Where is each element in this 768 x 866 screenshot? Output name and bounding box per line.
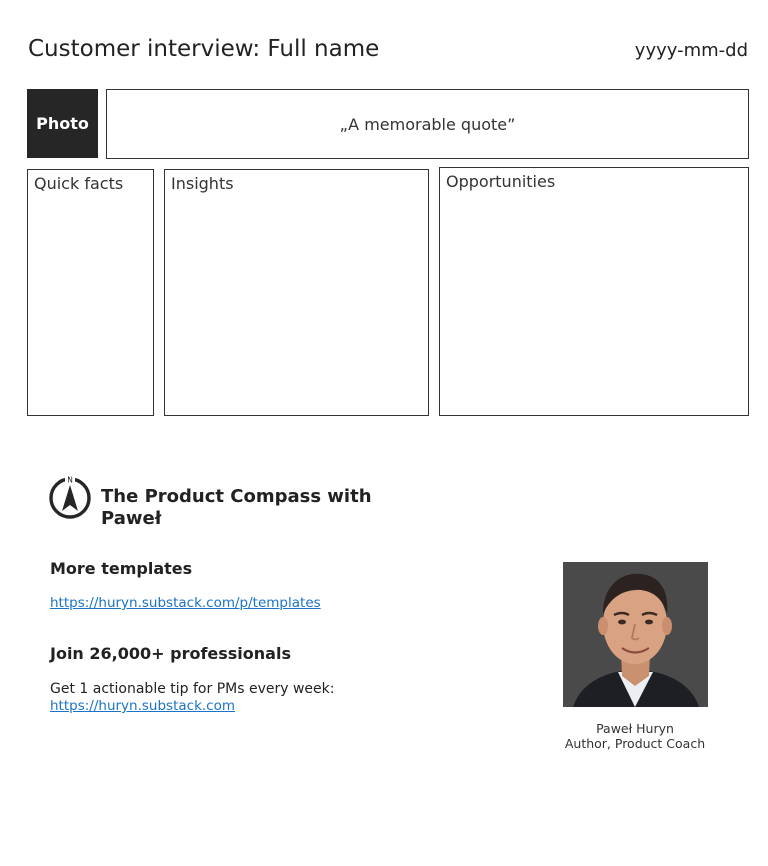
quote-text: „A memorable quote” (339, 114, 516, 134)
substack-link[interactable]: https://huryn.substack.com (50, 698, 236, 714)
insights-panel[interactable] (164, 169, 429, 416)
author-caption (540, 721, 730, 751)
opportunities-panel[interactable] (439, 167, 749, 416)
photo-label: Photo (36, 114, 89, 133)
photo-placeholder[interactable] (27, 89, 98, 158)
compass-icon (48, 475, 92, 519)
insights-label: Insights (171, 174, 234, 193)
opportunities-label: Opportunities (446, 172, 556, 191)
author-name: Paweł Huryn (596, 721, 674, 736)
page-title: Customer interview: Full name (28, 36, 380, 62)
author-photo (563, 562, 708, 707)
compass-letter: N (67, 475, 73, 485)
author-role: Author, Product Coach (564, 736, 706, 751)
templates-link[interactable]: https://huryn.substack.com/p/templates (50, 595, 321, 611)
quote-box[interactable] (106, 89, 749, 159)
more-templates-heading: More templates (50, 559, 193, 578)
date-field[interactable]: yyyy-mm-dd (634, 40, 748, 61)
author-portrait-drawing (563, 562, 708, 707)
brand-name: The Product Compass with Paweł (101, 486, 372, 529)
join-heading: Join 26,000+ professionals (50, 644, 291, 663)
quick-facts-label: Quick facts (34, 174, 124, 193)
quick-facts-panel[interactable] (27, 169, 154, 416)
tip-text: Get 1 actionable tip for PMs every week: (50, 681, 335, 697)
